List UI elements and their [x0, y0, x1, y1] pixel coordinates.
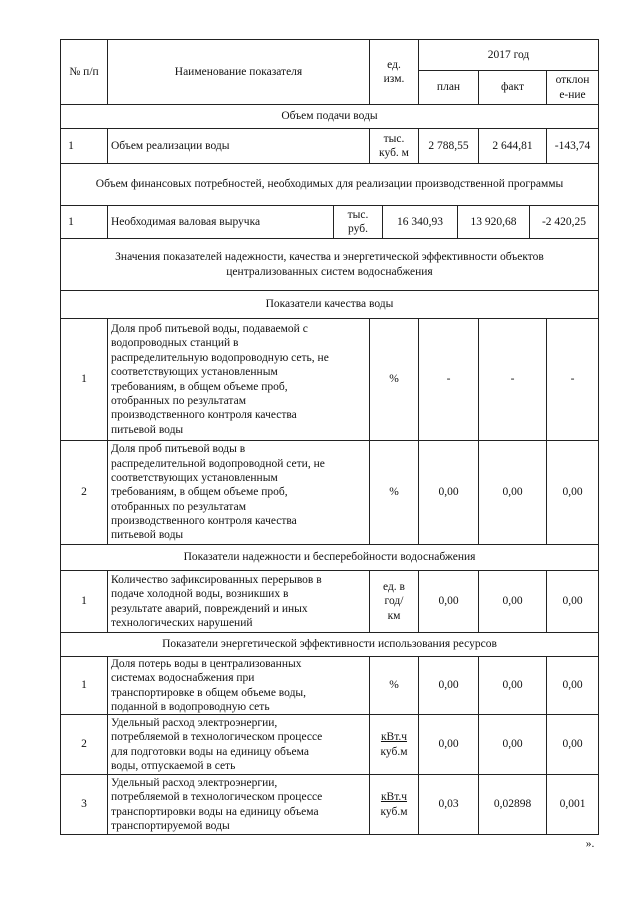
row-deviation: 0,00 [562, 679, 583, 692]
row-name-line: Доля проб питьевой воды в [111, 443, 246, 456]
subsection-title: Показатели энергетической эффективности использования ресурсов [162, 638, 497, 651]
row-fact: - [510, 373, 515, 386]
rule [107, 656, 108, 834]
row-plan: 0,03 [438, 798, 459, 811]
row-deviation: 0,001 [559, 798, 586, 811]
row-name-line: питьевой воды [111, 529, 184, 542]
unit-denominator: куб.м [380, 805, 408, 818]
row-name-line: для подготовки воды на единицу объема [111, 745, 309, 758]
row-name-line: питьевой воды [111, 423, 184, 436]
unit-line: тыс. [347, 208, 369, 221]
deviation-header-line: е-ние [559, 88, 586, 101]
row-name-line: производственного контроля качества [111, 515, 297, 528]
row-name-line: потребляемой в технологическом процессе [111, 731, 323, 744]
row-name-line: потребляемой в технологическом процессе [111, 791, 323, 804]
row-num: 2 [81, 486, 87, 499]
row-deviation: -143,74 [554, 139, 591, 152]
row-unit [370, 571, 418, 632]
row-name-line: соответствующих установленным [111, 471, 278, 484]
row-deviation: - [570, 373, 575, 386]
row-unit [370, 775, 418, 834]
rule [369, 39, 370, 104]
rule [107, 128, 108, 163]
row-name-line: требованиям, в общем объеме проб, [111, 380, 288, 393]
row-num: 2 [81, 738, 87, 751]
row-name-line: Доля проб питьевой воды, подаваемой с [111, 323, 308, 335]
row-deviation: 0,00 [562, 486, 583, 499]
row-num: 1 [81, 373, 87, 386]
plan-header: план [436, 81, 461, 94]
section-title [61, 239, 598, 290]
row-name: Необходимая валовая выручка [111, 215, 261, 228]
section-title: Объем финансовых потребностей, необходимых для реализации производственной программы [95, 178, 564, 191]
row-num: 1 [81, 595, 87, 608]
row-plan: 0,00 [438, 486, 459, 499]
row-name-line: распределительную водопроводную сеть, не [111, 351, 329, 364]
rule [598, 39, 599, 835]
row-name-line: водопроводных станций в [111, 337, 239, 350]
row-name-line: Доля потерь воды в централизованных [111, 657, 302, 670]
row-name-line: распределительной водопроводной сети, не [111, 457, 325, 470]
unit-line: тыс. [383, 132, 405, 145]
section-title-line: Значения показателей надежности, качества и энергетической эффективности объектов [115, 251, 544, 264]
row-num: 1 [68, 139, 74, 152]
row-fact: 0,00 [502, 679, 523, 692]
row-name-line: транспортировки воды на единицу объема [111, 805, 319, 818]
row-name-line: отобранных по результатам [111, 500, 246, 513]
subsection-title: Показатели качества воды [265, 298, 394, 311]
fact-header: факт [500, 81, 525, 94]
section-title-line: централизованных систем водоснабжения [226, 265, 433, 278]
deviation-header-line: отклон [555, 74, 590, 87]
row-unit [334, 206, 382, 238]
rule [60, 834, 599, 835]
unit-line: ед. в [383, 580, 405, 593]
rule [107, 318, 108, 544]
col-unit-header: ед. изм. [383, 58, 405, 85]
unit-numerator: кВт.ч [380, 791, 408, 804]
row-fact: 0,00 [502, 486, 523, 499]
row-name-line: отобранных по результатам [111, 394, 246, 407]
row-fact: 0,00 [502, 738, 523, 751]
row-fact: 0,02898 [493, 798, 532, 811]
row-fact: 2 644,81 [492, 139, 533, 152]
row-fact: 0,00 [502, 595, 523, 608]
unit-line: куб. м [379, 147, 409, 159]
row-plan: 0,00 [438, 679, 459, 692]
row-plan: 0,00 [438, 595, 459, 608]
row-name [111, 319, 367, 440]
deviation-header [547, 71, 598, 104]
row-name-line: транспортируемой воды [111, 819, 230, 832]
section-title: Объем подачи воды [281, 110, 378, 123]
subsection-title: Показатели надежности и бесперебойности водоснабжения [183, 551, 476, 564]
row-name [111, 657, 367, 714]
col-name-header: Наименование показателя [174, 65, 303, 78]
unit-line: км [387, 609, 401, 622]
row-name-line: подаче холодной воды, возникших в [111, 588, 289, 601]
row-deviation: 0,00 [562, 738, 583, 751]
row-name [111, 775, 367, 834]
year-header: 2017 год [487, 48, 530, 61]
row-plan: 2 788,55 [428, 139, 469, 152]
row-name-line: технологических нарушений [111, 616, 253, 629]
row-unit: % [389, 373, 399, 386]
row-name [111, 715, 367, 774]
row-name [111, 571, 367, 632]
row-name-line: поданной в водопроводную сеть [111, 700, 270, 713]
unit-numerator: кВт.ч [380, 731, 408, 744]
row-fact: 13 920,68 [470, 215, 517, 228]
unit-denominator: куб.м [380, 745, 408, 758]
row-name-line: производственного контроля качества [111, 409, 297, 422]
rule [107, 570, 108, 632]
row-name-line: системах водоснабжения при [111, 672, 255, 685]
row-num: 1 [68, 215, 74, 228]
unit-line: год/ [384, 595, 404, 608]
row-unit: % [389, 679, 399, 692]
col-num-header: № п/п [69, 65, 99, 78]
closing-quote: ». [585, 837, 595, 850]
row-name-line: соответствующих установленным [111, 366, 278, 379]
row-name-line: Количество зафиксированных перерывов в [111, 573, 322, 586]
row-name: Объем реализации воды [111, 139, 230, 152]
row-plan: - [446, 373, 451, 386]
row-unit [370, 129, 418, 163]
row-name-line: транспортировке в общем объеме воды, [111, 686, 307, 699]
row-unit: % [389, 486, 399, 499]
row-num: 3 [81, 798, 87, 811]
row-num: 1 [81, 679, 87, 692]
row-plan: 0,00 [438, 738, 459, 751]
row-name-line: Удельный расход электроэнергии, [111, 716, 278, 729]
row-name [111, 441, 367, 544]
row-unit [370, 715, 418, 774]
row-name-line: Удельный расход электроэнергии, [111, 776, 278, 789]
row-name-line: результате аварий, повреждений и иных [111, 602, 308, 615]
row-deviation: -2 420,25 [541, 215, 587, 228]
row-plan: 16 340,93 [397, 215, 443, 228]
unit-line: руб. [348, 223, 368, 235]
row-deviation: 0,00 [562, 595, 583, 608]
rule [107, 205, 108, 238]
row-name-line: воды, отпускаемой в сеть [111, 759, 236, 772]
row-name-line: требованиям, в общем объеме проб, [111, 486, 288, 499]
